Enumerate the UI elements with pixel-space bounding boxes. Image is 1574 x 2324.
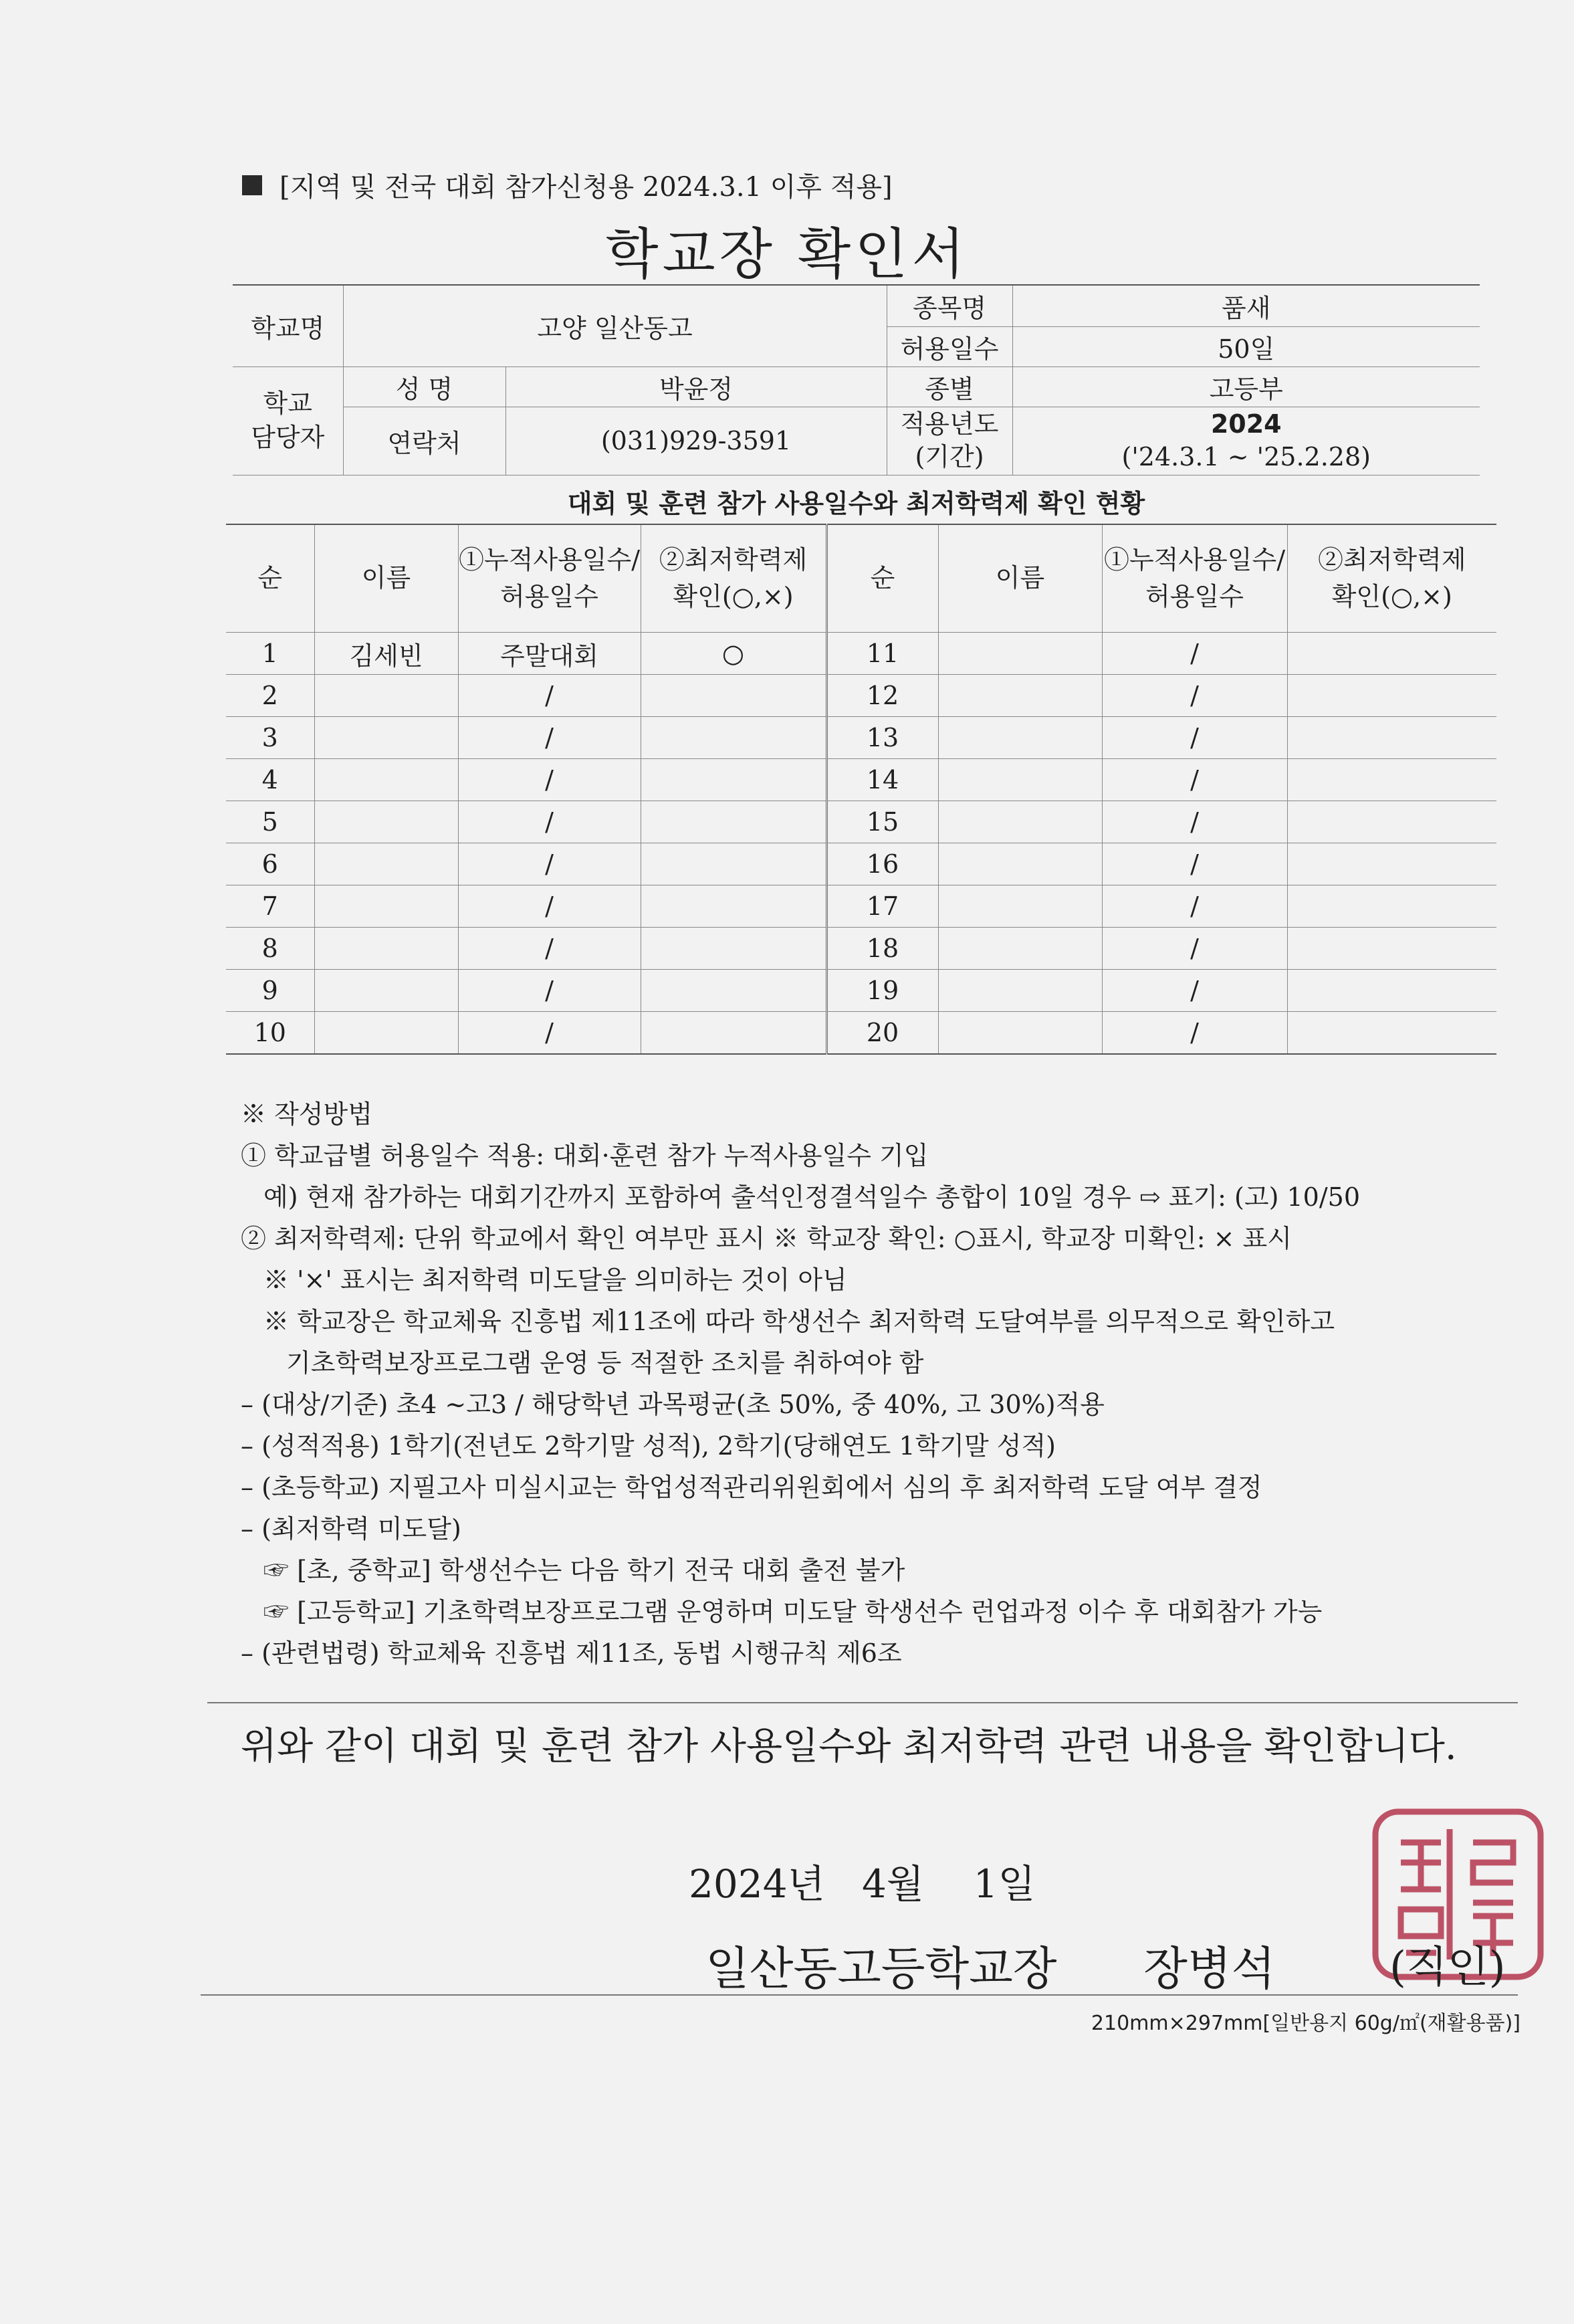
row-check-2 [1287,717,1496,759]
sport-label: 종목명 [887,285,1012,326]
header-name: 이름 [314,524,458,633]
row-name [314,675,458,717]
row-check: ○ [641,633,826,675]
instruction-line: – (초등학교) 지필고사 미실시교는 학업성적관리위원회에서 심의 후 최저학력 도달 여부 결정 [241,1473,1262,1502]
row-check-2 [1287,675,1496,717]
row-days-2: / [1102,633,1287,675]
row-no: 8 [226,928,314,970]
year-value: 2024 [1210,409,1282,439]
row-check-2 [1287,759,1496,801]
row-name-2 [938,675,1102,717]
instructions-block [241,1093,1511,1674]
instruction-line: – (최저학력 미도달) [241,1514,461,1544]
row-name [314,970,458,1012]
row-days: / [458,1012,641,1055]
row-no-2: 11 [826,633,938,675]
table-row [226,633,1496,675]
principal-name: 장병석 [1143,1943,1276,1996]
row-days: / [458,759,641,801]
row-check-2 [1287,1012,1496,1055]
manager-label: 학교 담당자 [233,366,343,475]
row-name-2 [938,717,1102,759]
row-check [641,1012,826,1055]
row-check [641,970,826,1012]
row-name-2 [938,633,1102,675]
row-no-2: 14 [826,759,938,801]
section-title: 대회 및 훈련 참가 사용일수와 최저학력제 확인 현황 [567,489,1145,518]
instruction-line: ※ 학교장은 학교체육 진흥법 제11조에 따라 학생선수 최저학력 도달여부를 의무적으로 확인하고 [263,1307,1335,1336]
school-name-value: 고양 일산동고 [343,285,887,366]
principal-title: 일산동고등학교장 [705,1943,1057,1996]
header-check-2: ②최저학력제 확인(○,×) [1287,524,1496,633]
instruction-line: ※ 작성방법 [241,1099,372,1129]
participation-table [226,524,1496,1055]
row-days-2: / [1102,928,1287,970]
header-no: 순 [226,524,314,633]
school-name-label: 학교명 [233,285,343,366]
info-table [233,284,1480,476]
header-note [242,166,893,204]
year-cell [1012,407,1480,475]
instruction-line: – (대상/기준) 초4 ~고3 / 해당학년 과목평균(초 50%, 중 40%, 고 30%)적용 [241,1390,1105,1419]
row-days: / [458,843,641,885]
division-value: 고등부 [1012,366,1480,407]
row-days: / [458,801,641,843]
row-name-2 [938,885,1102,928]
row-check-2 [1287,633,1496,675]
row-no: 7 [226,885,314,928]
row-days: / [458,717,641,759]
row-name-2 [938,801,1102,843]
division-label: 종별 [887,366,1012,407]
table-row [226,928,1496,970]
row-name-2 [938,843,1102,885]
footer-divider [201,1994,1518,1996]
row-check [641,675,826,717]
row-check-2 [1287,885,1496,928]
row-no-2: 15 [826,801,938,843]
instruction-line: ※ '×' 표시는 최저학력 미도달을 의미하는 것이 아님 [263,1265,847,1295]
row-name [314,928,458,970]
allowed-days-value: 50일 [1012,326,1480,366]
row-days: / [458,928,641,970]
row-name [314,759,458,801]
instruction-line: – (성적적용) 1학기(전년도 2학기말 성적), 2학기(당해연도 1학기말 성적) [241,1431,1056,1461]
instruction-line: ☞ [고등학교] 기초학력보장프로그램 운영하며 미도달 학생선수 런업과정 이수 후 대회참가 가능 [263,1597,1323,1626]
row-no-2: 12 [826,675,938,717]
table-row [226,885,1496,928]
instruction-line: 예) 현재 참가하는 대회기간까지 포함하여 출석인정결석일수 총합이 10일 경우 ⇨ 표기: (고) 10/50 [263,1182,1361,1212]
table-row [226,843,1496,885]
row-no: 9 [226,970,314,1012]
row-days-2: / [1102,1012,1287,1055]
contact-label: 연락처 [343,407,505,475]
header-note-text: [지역 및 전국 대회 참가신청용 2024.3.1 이후 적용] [279,172,893,203]
header-days: ①누적사용일수/ 허용일수 [458,524,641,633]
header-name-2: 이름 [938,524,1102,633]
table-row [226,675,1496,717]
sport-value: 품새 [1012,285,1480,326]
contact-value: (031)929-3591 [505,407,887,475]
table-row [226,717,1496,759]
row-days: / [458,675,641,717]
row-name [314,843,458,885]
row-days: 주말대회 [458,633,641,675]
instruction-line: ② 최저학력제: 단위 학교에서 확인 여부만 표시 ※ 학교장 확인: ○표시, 학교장 미확인: × 표시 [241,1224,1292,1253]
row-check [641,801,826,843]
table-row [226,1012,1496,1055]
header-check: ②최저학력제 확인(○,×) [641,524,826,633]
row-name [314,717,458,759]
row-days-2: / [1102,843,1287,885]
row-check-2 [1287,843,1496,885]
row-check-2 [1287,928,1496,970]
instruction-line: ① 학교급별 허용일수 적용: 대회·훈련 참가 누적사용일수 기입 [241,1141,929,1170]
header-no-2: 순 [826,524,938,633]
row-no: 4 [226,759,314,801]
table-row [226,801,1496,843]
row-days-2: / [1102,970,1287,1012]
row-check [641,885,826,928]
divider [207,1702,1518,1703]
row-days: / [458,885,641,928]
row-check [641,928,826,970]
document-title: 학교장 확인서 [605,223,969,286]
instruction-line: – (관련법령) 학교체육 진흥법 제11조, 동법 시행규칙 제6조 [241,1639,902,1668]
row-days-2: / [1102,675,1287,717]
row-check [641,843,826,885]
row-name: 김세빈 [314,633,458,675]
year-period: ('24.3.1 ~ '25.2.28) [1121,442,1371,471]
seal-label: (직인) [1389,1943,1506,1992]
row-name [314,801,458,843]
row-no-2: 20 [826,1012,938,1055]
row-name-2 [938,759,1102,801]
row-name-2 [938,928,1102,970]
row-days-2: / [1102,717,1287,759]
row-no: 2 [226,675,314,717]
row-no-2: 17 [826,885,938,928]
row-no-2: 18 [826,928,938,970]
row-name-2 [938,1012,1102,1055]
row-check [641,717,826,759]
row-days-2: / [1102,759,1287,801]
row-no: 3 [226,717,314,759]
year-label: 적용년도 (기간) [887,407,1012,475]
principal-line [705,1933,1275,1998]
row-no: 10 [226,1012,314,1055]
square-bullet-icon [242,175,262,195]
allowed-days-label: 허용일수 [887,326,1012,366]
row-no-2: 19 [826,970,938,1012]
name-value: 박윤정 [505,366,887,407]
row-no: 6 [226,843,314,885]
header-days-2: ①누적사용일수/ 허용일수 [1102,524,1287,633]
row-check-2 [1287,970,1496,1012]
row-check-2 [1287,801,1496,843]
row-name [314,885,458,928]
row-no: 5 [226,801,314,843]
row-no: 1 [226,633,314,675]
table-row [226,759,1496,801]
row-no-2: 13 [826,717,938,759]
row-name-2 [938,970,1102,1012]
footer-paper-spec: 210mm×297mm[일반용지 60g/㎡(재활용품)] [1091,2012,1521,2035]
confirm-statement: 위와 같이 대회 및 훈련 참가 사용일수와 최저학력 관련 내용을 확인합니다. [241,1725,1457,1768]
instruction-line: ☞ [초, 중학교] 학생선수는 다음 학기 전국 대회 출전 불가 [263,1556,905,1585]
row-no-2: 16 [826,843,938,885]
row-check [641,759,826,801]
instruction-line: 기초학력보장프로그램 운영 등 적절한 조치를 취하여야 함 [286,1348,924,1378]
row-name [314,1012,458,1055]
table-row [226,970,1496,1012]
name-label: 성 명 [343,366,505,407]
row-days-2: / [1102,801,1287,843]
row-days: / [458,970,641,1012]
row-days-2: / [1102,885,1287,928]
date-line: 2024년 4월 1일 [689,1861,1036,1907]
